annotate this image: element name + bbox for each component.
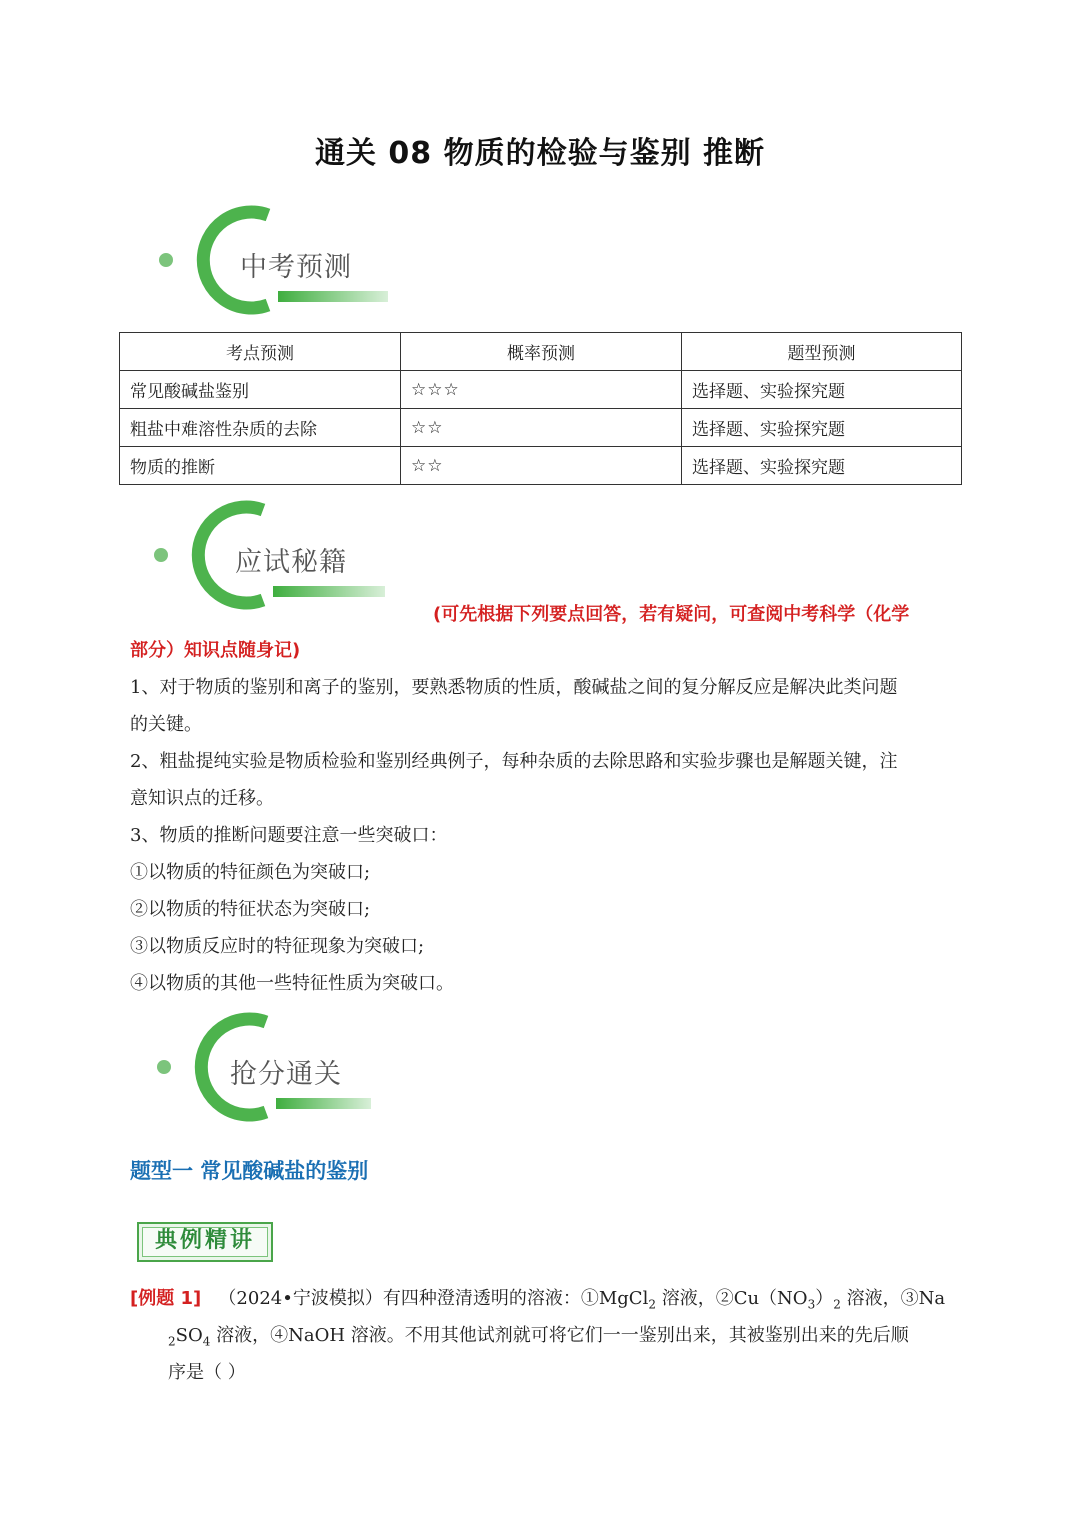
tip-item: ①以物质的特征颜色为突破口; — [130, 862, 371, 883]
example-box-label: 典例精讲 — [154, 1228, 255, 1253]
tip-item: ④以物质的其他一些特征性质为突破口。 — [130, 973, 454, 994]
note-line-2: 部分）知识点随身记) — [130, 640, 301, 661]
table-row — [120, 371, 962, 409]
example-tag: [例题 1] — [130, 1288, 202, 1309]
note-line-1: (可先根据下列要点回答，若有疑问，可查阅中考科学（化学 — [433, 604, 910, 625]
forecast-badge — [150, 205, 410, 315]
table-cell: 粗盐中难溶性杂质的去除 — [120, 409, 401, 447]
table-row — [120, 447, 962, 485]
page-title: 通关 08 物质的检验与鉴别 推断 — [314, 136, 766, 171]
example-question-line-3: 序是（ ） — [168, 1362, 246, 1383]
rating-stars: ☆☆ — [401, 447, 682, 485]
tip-paragraph-1b: 的关键。 — [130, 714, 202, 735]
rating-stars: ☆☆ — [401, 409, 682, 447]
table-cell: 物质的推断 — [120, 447, 401, 485]
example-box — [137, 1222, 273, 1262]
example-question-line-1: [例题 1] （2024•宁波模拟）有四种澄清透明的溶液：①MgCl$_2$ 溶液，$②Cu(NO_3)_2$ 溶液，③Na — [130, 1288, 946, 1312]
forecast-table — [119, 332, 962, 485]
pass-badge — [148, 1012, 408, 1122]
forecast-badge-label: 中考预测 — [240, 252, 352, 283]
table-cell: 选择题、实验探究题 — [682, 409, 962, 447]
tip-item: ③以物质反应时的特征现象为突破口; — [130, 936, 425, 957]
table-row — [120, 409, 962, 447]
table-header-row — [120, 333, 962, 371]
tip-paragraph-2a: 2、粗盐提纯实验是物质检验和鉴别经典例子，每种杂质的去除思路和实验步骤也是解题关键，注 — [130, 751, 898, 772]
tip-item: ②以物质的特征状态为突破口; — [130, 899, 371, 920]
tip-paragraph-1a: 1、对于物质的鉴别和离子的鉴别，要熟悉物质的性质，酸碱盐之间的复分解反应是解决此类问题 — [130, 677, 898, 698]
table-header: 概率预测 — [401, 333, 682, 371]
section-heading: 题型一 常见酸碱盐的鉴别 — [130, 1159, 369, 1183]
table-cell: 选择题、实验探究题 — [682, 371, 962, 409]
pass-badge-label: 抢分通关 — [230, 1059, 342, 1090]
example-question-line-2: $_2SO_4$ 溶液，④NaOH 溶液。不用其他试剂就可将它们一一鉴别出来，其被鉴别出来的先后顺 — [168, 1325, 909, 1349]
secrets-badge-label: 应试秘籍 — [235, 547, 347, 578]
tip-paragraph-3: 3、物质的推断问题要注意一些突破口： — [130, 825, 448, 846]
tip-paragraph-2b: 意知识点的迁移。 — [130, 788, 274, 809]
table-header: 考点预测 — [120, 333, 401, 371]
table-cell: 常见酸碱盐鉴别 — [120, 371, 401, 409]
secrets-badge — [145, 500, 405, 610]
table-cell: 选择题、实验探究题 — [682, 447, 962, 485]
table-header: 题型预测 — [682, 333, 962, 371]
rating-stars: ☆☆☆ — [401, 371, 682, 409]
